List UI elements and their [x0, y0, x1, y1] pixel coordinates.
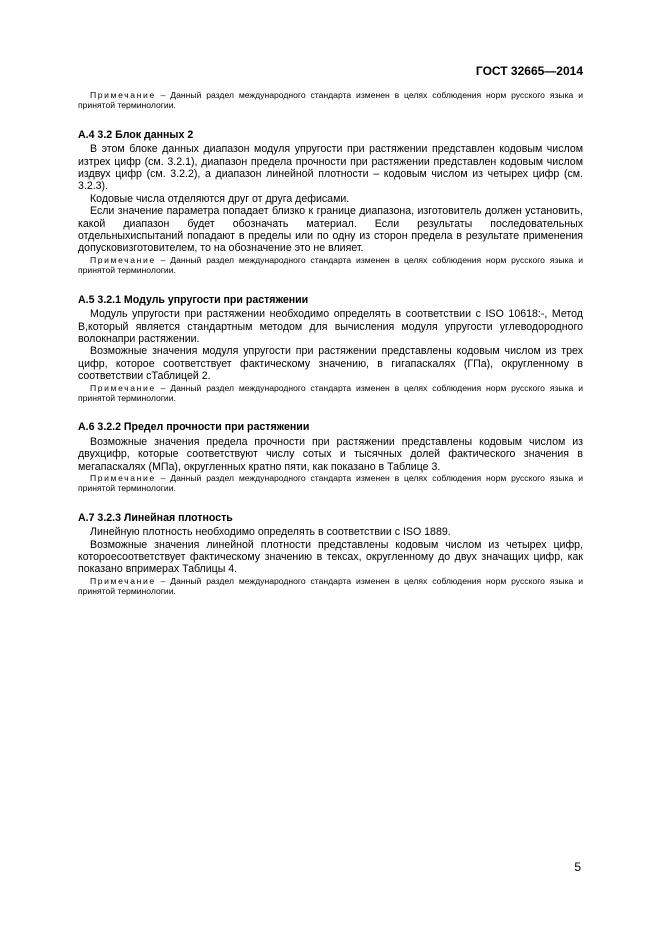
section-heading: А.4 3.2 Блок данных 2 — [78, 128, 194, 141]
section-a6 — [78, 421, 583, 493]
page-content — [78, 90, 583, 597]
note-text: Данный раздел международного стандарта изменен в целях соблюдения норм русского языка и принятой терминологии. — [78, 90, 583, 111]
paragraph: Возможные значения предела прочности при растяжении представлены кодовым числом из двухцифр, которые соответствуют числу сотых и тысячных долей фактического значения в мегапаскалях (МПа), округленных кратно пяти, как показано в Таблице 3. — [78, 435, 583, 473]
paragraph: В этом блоке данных диапазон модуля упругости при растяжении представлен кодовым числом изтрех цифр (см. 3.2.1), диапазон предела прочности при растяжении представлен кодовым числом издвух цифр (см. 3.2.2), а диапазон линейной плотности – кодовым числом из четырех цифр (см. 3.2.3). — [78, 143, 583, 193]
section-note: Примечание – Данный раздел международного стандарта изменен в целях соблюдения норм русского языка и принятой терминологии. — [78, 254, 583, 276]
note-label: Примечание — [90, 382, 156, 393]
note-label: Примечание — [90, 90, 156, 100]
section-a4 — [78, 129, 583, 276]
top-note — [78, 90, 583, 111]
section-note: Примечание – Данный раздел международного стандарта изменен в целях соблюдения норм русского языка и принятой терминологии. — [78, 382, 583, 403]
note-dash: – — [155, 90, 171, 100]
paragraph: Возможные значения модуля упругости при растяжении представлены кодовым числом из трех цифр, которое соответствует фактическому значению, в гигапаскалях (ГПа), округленному в соответствии сТаблицей 2. — [78, 345, 583, 383]
section-heading: А.6 3.2.2 Предел прочности при растяжении — [78, 421, 310, 434]
page-number: 5 — [574, 860, 581, 874]
section-heading: А.5 3.2.1 Модуль упругости при растяжении — [78, 293, 309, 306]
paragraph: Линейную плотность необходимо определять в соответствии с ISO 1889. — [90, 526, 451, 539]
section-note: Примечание – Данный раздел международного стандарта изменен в целях соблюдения норм русского языка и принятой терминологии. — [78, 575, 583, 597]
note-label: Примечание — [90, 472, 156, 483]
note-label: Примечание — [90, 575, 156, 586]
paragraph: Кодовые числа отделяются друг от друга дефисами. — [90, 192, 350, 205]
paragraph: Возможные значения линейной плотности представлены кодовым числом из четырех цифр, котороесоответствует фактическому значению в тексах, округленному до двух значащих цифр, как показано впримерах Таблицы 4. — [78, 538, 583, 576]
note-label: Примечание — [90, 254, 156, 265]
standard-code: ГОСТ 32665—2014 — [475, 64, 583, 78]
paragraph: Если значение параметра попадает близко к границе диапазона, изготовитель должен установить, какой диапазон будет обозначать материал. Если результаты последовательных отдельныхиспытаний попадают в пределы или по одну из сторон предела в результате применения допусковизготовителем, то на обозначение это не влияет. — [78, 205, 583, 255]
section-note: Примечание – Данный раздел международного стандарта изменен в целях соблюдения норм русского языка и принятой терминологии. — [78, 472, 583, 494]
section-a7 — [78, 512, 583, 597]
paragraph: Модуль упругости при растяжении необходимо определять в соответствии с ISO 10618:-, Метод В,который является стандартным методом для вычисления модуля упругости углеводородного волокнапри растяжении. — [78, 308, 583, 345]
section-a5 — [78, 294, 583, 404]
section-heading: А.7 3.2.3 Линейная плотность — [78, 511, 233, 524]
